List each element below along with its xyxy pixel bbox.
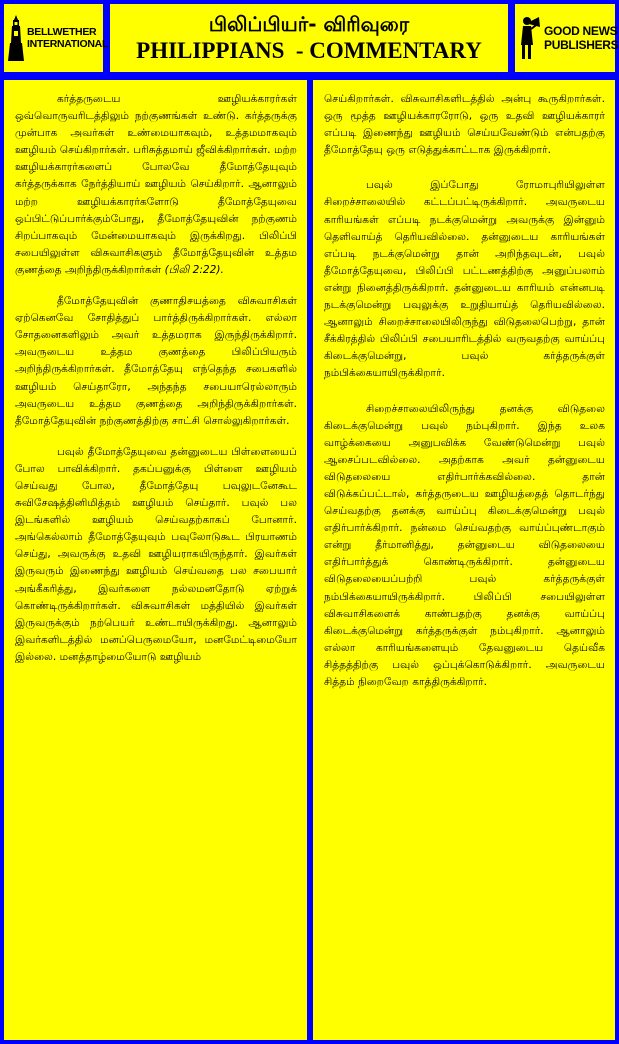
logo-right-line-2: PUBLISHERS bbox=[544, 38, 619, 52]
bellwether-logo bbox=[4, 4, 109, 72]
title-panel bbox=[110, 4, 508, 72]
good-news-logo-panel bbox=[515, 4, 619, 72]
logo-right-line-1: GOOD NEWS bbox=[544, 24, 618, 38]
paragraph-continued: செய்கிறார்கள். விசுவாசிகளிடத்தில் அன்பு கூருகிறார்கள். ஒரு மூத்த ஊழியக்காரரோடு, ஒரு உதவி ஊழியக்காரர் எப்படி இணைந்து ஊழியம் செய்யவேண்டும் என்பதற்கு தீமோத்தேயு ஒரு எடுத்துக்காட்டாக இருக்கிறார். bbox=[324, 93, 605, 157]
paragraph-2: தீமோத்தேயுவின் குணாதிசயத்தை விசுவாசிகள் ஏற்கெனவே சோதித்துப் பார்த்திருக்கிறார்கள். எல்லா சோதனைகளிலும் அவர் உத்தமராக இருந்திருக்கிறார். அவருடைய உத்தம குணத்தை பிலிப்பியரும் அறிந்திருக்கிறார்கள். தீமோத்தேயு எந்தெந்த சபைகளில் ஊழியம் செய்தாரோ, அந்தந்த சபையாரெல்லாரும் அவருடைய உத்தம குணத்தை அறிந்திருக்கிறார்கள். தீமோத்தேயுவின் நற்குணத்திற்கு சாட்சி சொல்லுகிறார்கள். bbox=[15, 295, 297, 427]
left-text-column bbox=[4, 80, 307, 1040]
good-news-logo bbox=[515, 4, 619, 72]
paragraph-1-text: கர்த்தருடைய ஊழியக்காரர்கள் ஒவ்வொருவரிடத்திலும் நற்குணங்கள் உண்டு. கர்த்தருக்கு முன்பாக அவர்கள் உண்மையாகவும், உத்தமமாகவும் ஊழியம் செய்கிறார்கள். பரிசுத்தமாய் ஜீவிக்கிறார்கள். மற்ற ஊழியக்காரர்களைப் போலவே தீமோத்தேயுவும் கர்த்தருக்காக நேர்த்தியாய் ஊழியம் செய்கிறார். ஆனாலும் மற்ற ஊழியக்காரர்களோடு தீமோத்தேயுவை ஒப்பிட்டுப்பார்க்கும்போது, தீமோத்தேயுவின் நற்குணம் சிறப்பாகவும் மேன்மையாகவும் இருக்கிறது. பிலிப்பி சபையிலுள்ள விசுவாசிகளும் தீமோத்தேயுவின் உத்தம குணத்தை அறிந்திருக்கிறார்கள் bbox=[15, 93, 297, 276]
title-tamil: பிலிப்பியர்- விரிவுரை bbox=[208, 12, 410, 36]
bell-tower-icon bbox=[8, 15, 24, 61]
logo-left-line-2: INTERNATIONAL bbox=[27, 38, 109, 50]
trumpet-herald-icon bbox=[519, 15, 541, 61]
title-english: PHILIPPIANS - COMMENTARY bbox=[136, 38, 482, 63]
scripture-reference: (பிலி 2:22). bbox=[164, 263, 224, 276]
paragraph-1 bbox=[15, 91, 297, 279]
paragraph-3: பவுல் தீமோத்தேயுவை தன்னுடைய பிள்ளையைப் போல பாவிக்கிறார். தகப்பனுக்கு பிள்ளை ஊழியம் செய்வது போல, தீமோத்தேயு பவுலுடனேகூட சுவிசேஷத்தினிமித்தம் ஊழியம் செய்தார். பவுல் பல இடங்களில் ஊழியம் செய்வதற்காகப் போனார். அங்கெல்லாம் தீமோத்தேயுவும் பவுலோடுகூட பிரயாணம் செய்து, அவருக்கு உதவி ஊழியராகயிருந்தார். இவர்கள் இருவரும் இணைந்து ஊழியம் செய்வதை பல சபையார் அங்கீகரித்து, இவர்களை நல்லமனதோடு ஏற்றுக் கொண்டிருக்கிறார்கள். விசுவாசிகள் மத்தியில் இவர்கள் இருவருக்கும் நற்பெயர் உண்டாயிருக்கிறது. ஆனாலும் இவர்களிடத்தில் மனப்பெருமையோ, மனமேட்டிமையோ இல்லை. மனத்தாழ்மையோடு ஊழியம் bbox=[15, 445, 297, 663]
paragraph-5: சிறைச்சாலையிலிருந்து தனக்கு விடுதலை கிடைக்குமென்று பவுல் நம்புகிறார். இந்த உலக வாழ்க்கையை அனுபவிக்க வேண்டுமென்று பவுல் ஆசைப்படவில்லை. அதற்காக அவர் தன்னுடைய விடுதலையை எதிர்பார்க்கவில்லை. தான் விடுக்கப்பட்டால், கர்த்தருடைய ஊழியத்தைத் தொடர்ந்து செய்வதற்கு தனக்கு வாய்ப்பு கிடைக்குமென்று பவுல் எதிர்பார்க்கிறார். நன்மை செய்வதற்கு வாய்ப்புண்டாகும் என்று தீர்மானித்து, தன்னுடைய விடுதலையை எதிர்பார்த்துக் கொண்டிருக்கிறார். தன்னுடைய விடுதலையைப்பற்றி பவுல் கர்த்தருக்குள் நம்பிக்கையாயிருக்கிறார். பிலிப்பி சபையிலுள்ள விசுவாசிகளைக் காண்பதற்கு தனக்கு வாய்ப்பு கிடைக்குமென்று கர்த்தருக்குள் நம்புகிறார். ஆனாலும் எல்லா காரியங்களையும் தேவனுடைய தெய்வீக சித்தத்திற்கு பவுல் ஒப்புக்கொடுக்கிறார். அவருடைய சித்தம் நிறைவேற காத்திருக்கிறார். bbox=[324, 402, 605, 688]
logo-left-line-1: BELLWETHER bbox=[27, 26, 97, 38]
right-text-column bbox=[313, 80, 615, 1040]
paragraph-4: பவுல் இப்போது ரோமாபுரியிலுள்ள சிறைச்சாலையில் கட்டப்பட்டிருக்கிறார். அவருடைய காரியங்கள் எப்படி நடக்குமென்று அவருக்கு இன்னும் தெளிவாய்த் தெரியவில்லை. தன்னுடைய காரியங்கள் எப்படி நடக்குமென்று தான் அறிந்தவுடன், பவுல் தீமோத்தேயுவை, பிலிப்பி பட்டணத்திற்கு அனுப்பலாம் என்று நினைத்திருக்கிறார். தன்னுடைய காரியம் என்னபடி நடக்குமென்று பவுலுக்கு உறுதியாய்த் தெரியவில்லை. ஆனாலும் சிறைச்சாலையிலிருந்து விடுதலைபெற்று, தான் சீக்கிரத்தில் பிலிப்பி சபையாரிடத்தில் வருவதற்கு வாய்ப்பு கிடைக்குமென்று, பவுல் கர்த்தருக்குள் நம்பிக்கையாயிருக்கிறார். bbox=[324, 179, 605, 380]
bellwether-logo-panel bbox=[4, 4, 109, 72]
